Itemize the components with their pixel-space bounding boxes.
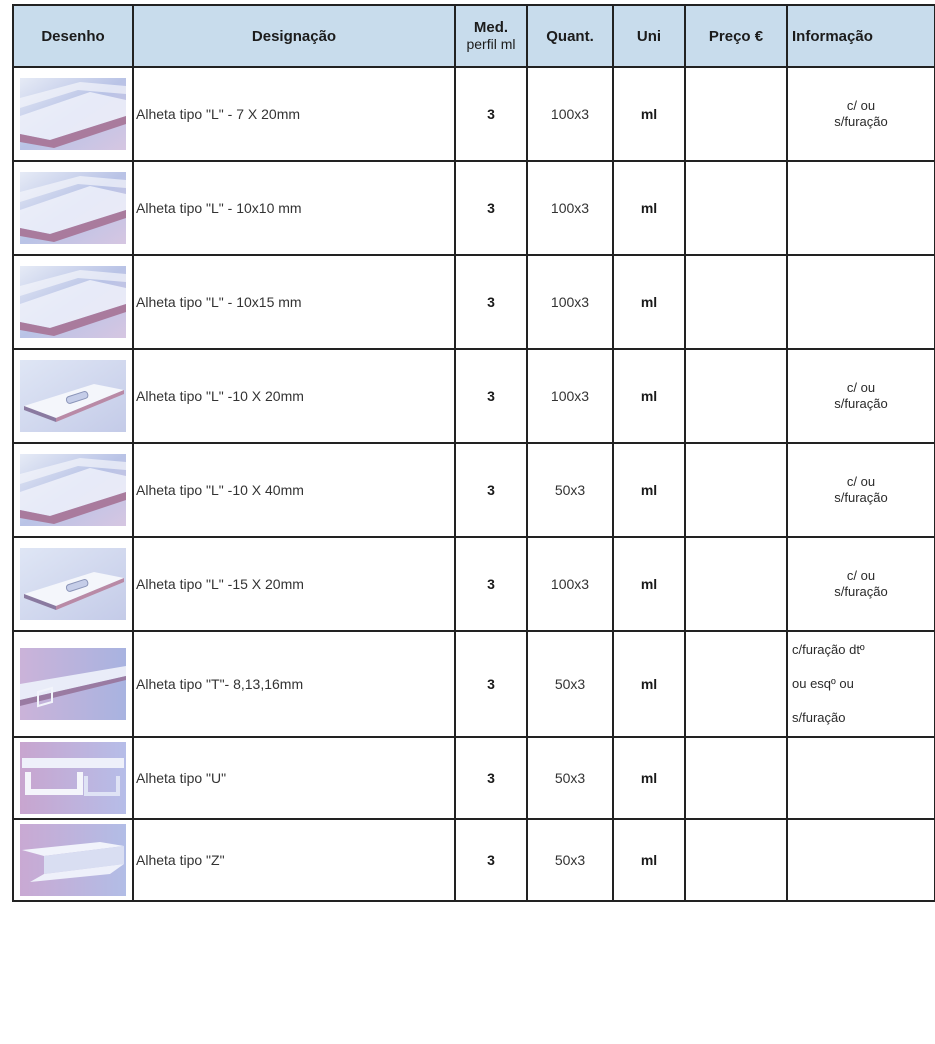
preco-cell [685,67,787,161]
info-line-1: c/ ou [846,474,876,489]
drawing-cell [13,443,133,537]
l-profile-slotted-icon [20,548,126,620]
info-line-1: c/ ou [846,380,876,395]
preco-cell [685,161,787,255]
info-line-2: s/furação [834,584,888,599]
info-line-1: c/furação dtº [792,642,865,657]
info-line-2: ou esqº ou [792,676,854,691]
drawing-cell [13,161,133,255]
table-row [13,631,935,737]
header-med-line2: perfil ml [466,36,516,52]
l-profile-slotted-icon [20,360,126,432]
l-profile-icon [20,266,126,338]
quant-cell: 100x3 [527,349,613,443]
uni-cell: ml [613,537,685,631]
l-profile-icon [20,78,126,150]
designacao-cell: Alheta tipo "L" -10 X 20mm [133,349,455,443]
header-designacao: Designação [133,5,455,67]
table-row [13,443,935,537]
designacao-cell: Alheta tipo "Z" [133,819,455,901]
header-uni: Uni [613,5,685,67]
designacao-cell: Alheta tipo "L" - 10x15 mm [133,255,455,349]
designacao-cell: Alheta tipo "T"- 8,13,16mm [133,631,455,737]
table-row [13,67,935,161]
drawing-cell [13,631,133,737]
med-perfil-cell: 3 [455,255,527,349]
preco-cell [685,443,787,537]
quant-cell: 100x3 [527,537,613,631]
uni-cell: ml [613,161,685,255]
preco-cell [685,537,787,631]
drawing-cell [13,819,133,901]
drawing-cell [13,67,133,161]
designacao-cell: Alheta tipo "L" -15 X 20mm [133,537,455,631]
info-cell [787,537,935,631]
med-perfil-cell: 3 [455,737,527,819]
table-row [13,537,935,631]
uni-cell: ml [613,631,685,737]
price-table [12,4,935,902]
uni-cell: ml [613,349,685,443]
header-quant: Quant. [527,5,613,67]
med-perfil-cell: 3 [455,443,527,537]
info-cell [787,819,935,901]
info-line-2: s/furação [834,114,888,129]
drawing-cell [13,255,133,349]
info-line-1: c/ ou [846,568,876,583]
info-cell [787,737,935,819]
preco-cell [685,737,787,819]
preco-cell [685,349,787,443]
quant-cell: 50x3 [527,631,613,737]
info-line-1: c/ ou [846,98,876,113]
designacao-cell: Alheta tipo "L" - 7 X 20mm [133,67,455,161]
header-desenho: Desenho [13,5,133,67]
drawing-cell [13,737,133,819]
uni-cell: ml [613,819,685,901]
designacao-cell: Alheta tipo "U" [133,737,455,819]
price-table-sheet [12,4,934,1036]
t-profile-icon [20,648,126,720]
header-row [13,5,935,67]
designacao-cell: Alheta tipo "L" - 10x10 mm [133,161,455,255]
header-med-perfil [455,5,527,67]
l-profile-icon [20,454,126,526]
quant-cell: 100x3 [527,161,613,255]
table-row [13,737,935,819]
med-perfil-cell: 3 [455,349,527,443]
info-cell [787,631,935,737]
z-profile-icon [20,824,126,896]
info-line-2: s/furação [834,396,888,411]
table-row [13,349,935,443]
med-perfil-cell: 3 [455,819,527,901]
u-profile-icon [20,742,126,814]
uni-cell: ml [613,443,685,537]
med-perfil-cell: 3 [455,631,527,737]
med-perfil-cell: 3 [455,161,527,255]
drawing-cell [13,349,133,443]
designacao-cell: Alheta tipo "L" -10 X 40mm [133,443,455,537]
quant-cell: 100x3 [527,255,613,349]
preco-cell [685,819,787,901]
uni-cell: ml [613,67,685,161]
info-line-2: s/furação [834,490,888,505]
uni-cell: ml [613,255,685,349]
uni-cell: ml [613,737,685,819]
drawing-cell [13,537,133,631]
info-cell [787,67,935,161]
quant-cell: 50x3 [527,737,613,819]
info-cell [787,443,935,537]
l-profile-icon [20,172,126,244]
table-row [13,161,935,255]
header-informacao: Informação [787,5,935,67]
med-perfil-cell: 3 [455,537,527,631]
preco-cell [685,631,787,737]
quant-cell: 100x3 [527,67,613,161]
quant-cell: 50x3 [527,443,613,537]
med-perfil-cell: 3 [455,67,527,161]
info-cell [787,255,935,349]
info-cell [787,349,935,443]
table-row [13,255,935,349]
table-row [13,819,935,901]
header-preco: Preço € [685,5,787,67]
quant-cell: 50x3 [527,819,613,901]
header-med-line1: Med. [473,19,509,36]
preco-cell [685,255,787,349]
info-line-3: s/furação [792,710,846,725]
info-cell [787,161,935,255]
